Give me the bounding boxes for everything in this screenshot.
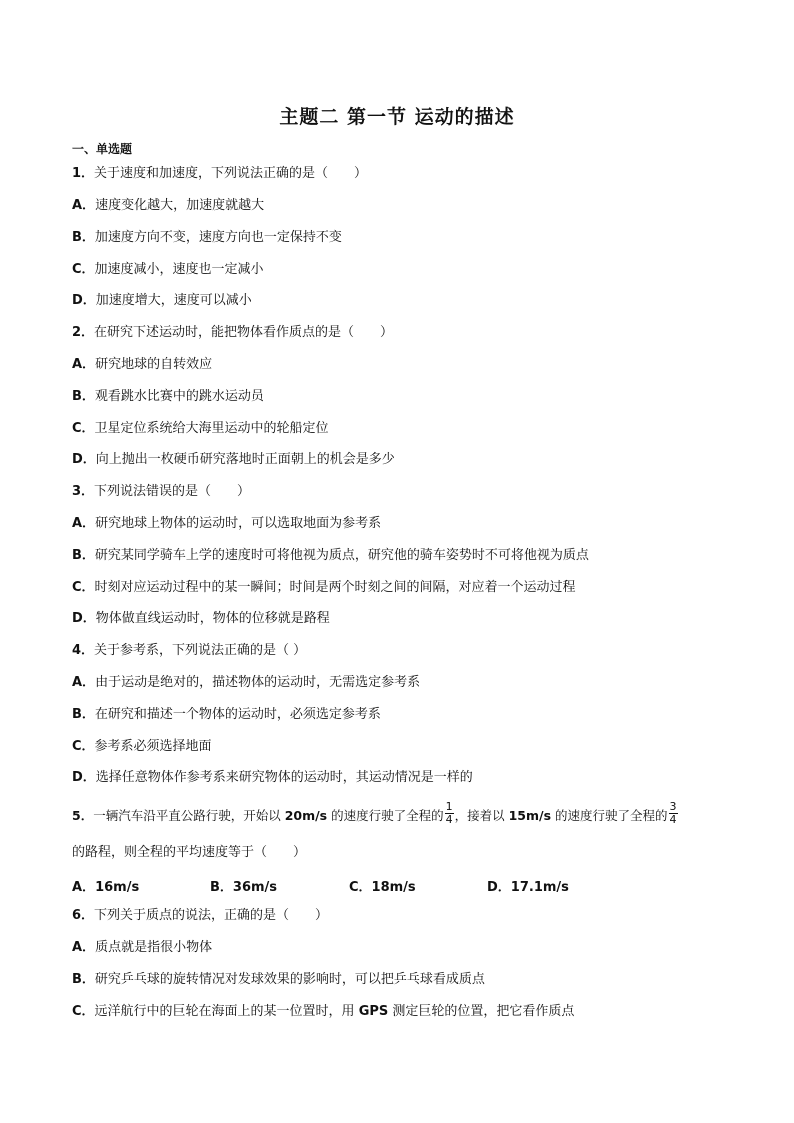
option-b (72, 388, 264, 406)
question-number: 5． (72, 808, 94, 823)
option-label: D． (72, 452, 96, 467)
question-text: 在研究下述运动时，能把物体看作质点的是（ ） (94, 325, 394, 340)
question-text: 的速度行驶了全程的 (327, 808, 444, 823)
option-b (72, 971, 485, 989)
question-text: 的速度行驶了全程的 (551, 808, 668, 823)
fraction (445, 801, 454, 826)
option-text: 由于运动是绝对的，描述物体的运动时，无需选定参考系 (95, 675, 421, 690)
option-label: B． (210, 880, 233, 895)
option-text: 加速度减小，速度也一定减小 (94, 262, 264, 277)
question-2-stem (72, 324, 393, 342)
option-label: A． (72, 357, 96, 372)
option-label: A． (72, 198, 96, 213)
section-heading: 一、单选题 (72, 142, 133, 156)
speed-value: 15m/s (508, 808, 552, 823)
question-1-stem (72, 165, 367, 183)
option-text: 向上抛出一枚硬币研究落地时正面朝上的机会是多少 (95, 452, 395, 467)
option-a (72, 939, 212, 957)
question-4-stem (72, 642, 306, 660)
option-label: B． (72, 707, 95, 722)
option-label: B． (72, 230, 95, 245)
option-c (72, 738, 212, 756)
question-text: 的路程，则全程的平均速度等于（ ） (72, 845, 307, 860)
question-text: ，接着以 (454, 808, 509, 823)
page-title: 主题二 第一节 运动的描述 (279, 106, 515, 128)
option-text: 加速度增大，速度可以减小 (95, 293, 252, 308)
fraction-numerator: 3 (669, 800, 677, 813)
option-label: B． (72, 548, 95, 563)
option-d (72, 610, 330, 628)
option-d (72, 769, 473, 787)
option-text: 研究某同学骑车上学的速度时可将他视为质点，研究他的骑车姿势时不可将他视为质点 (94, 548, 589, 563)
gps-term: GPS (358, 1004, 389, 1019)
option-text: 研究地球的自转效应 (95, 357, 213, 372)
option-text: 17.1m/s (510, 880, 569, 895)
option-label: A． (72, 880, 96, 895)
option-text: 在研究和描述一个物体的运动时，必须选定参考系 (94, 707, 381, 722)
option-text: 观看跳水比赛中的跳水运动员 (94, 389, 264, 404)
option-c (349, 876, 416, 895)
option-text: 加速度方向不变，速度方向也一定保持不变 (94, 230, 342, 245)
fraction-denominator: 4 (445, 813, 453, 826)
question-number: 1． (72, 166, 95, 181)
question-text: 关于速度和加速度，下列说法正确的是（ ） (94, 166, 368, 181)
option-c (72, 261, 264, 279)
option-d (72, 292, 252, 310)
option-d (487, 876, 569, 895)
question-number: 3． (72, 484, 95, 499)
option-label: C． (72, 1004, 95, 1019)
option-c (72, 579, 576, 597)
option-label: C． (72, 262, 95, 277)
question-number: 2． (72, 325, 95, 340)
option-b (72, 229, 342, 247)
option-text: 物体做直线运动时，物体的位移就是路程 (95, 611, 330, 626)
question-number: 6． (72, 908, 95, 923)
question-text: 下列关于质点的说法，正确的是（ ） (94, 908, 329, 923)
fraction-numerator: 1 (445, 800, 453, 813)
question-text: 一辆汽车沿平直公路行驶，开始以 (93, 808, 285, 823)
option-b (210, 876, 277, 895)
option-text: 远洋航行中的巨轮在海面上的某一位置时，用 (94, 1004, 359, 1019)
option-text: 选择任意物体作参考系来研究物体的运动时，其运动情况是一样的 (95, 770, 473, 785)
option-b (72, 706, 381, 724)
option-label: D． (72, 770, 96, 785)
option-label: D． (72, 611, 96, 626)
option-label: B． (72, 389, 95, 404)
option-a (72, 876, 139, 895)
option-text: 18m/s (371, 880, 416, 895)
question-text: 下列说法错误的是（ ） (94, 484, 251, 499)
option-label: A． (72, 516, 96, 531)
option-label: D． (72, 293, 96, 308)
option-label: D． (487, 880, 511, 895)
option-text: 研究地球上物体的运动时，可以选取地面为参考系 (95, 516, 382, 531)
option-label: A． (72, 940, 96, 955)
option-a (72, 674, 420, 692)
option-b (72, 547, 589, 565)
fraction (669, 801, 678, 826)
option-a (72, 515, 381, 533)
option-label: C． (349, 880, 372, 895)
option-label: C． (72, 421, 95, 436)
option-c (72, 1003, 574, 1021)
option-text: 36m/s (232, 880, 278, 895)
option-label: B． (72, 972, 95, 987)
option-c (72, 420, 329, 438)
option-a (72, 356, 212, 374)
question-text: 关于参考系，下列说法正确的是（ ） (94, 643, 307, 658)
option-text: 16m/s (95, 880, 140, 895)
fraction-denominator: 4 (669, 813, 677, 826)
question-number: 4． (72, 643, 95, 658)
question-6-stem (72, 907, 328, 925)
question-5-stem (72, 800, 679, 829)
option-text: 测定巨轮的位置，把它看作质点 (388, 1004, 575, 1019)
option-label: C． (72, 580, 95, 595)
option-text: 速度变化越大，加速度就越大 (95, 198, 265, 213)
speed-value: 20m/s (284, 808, 328, 823)
option-text: 时刻对应运动过程中的某一瞬间；时间是两个时刻之间的间隔，对应着一个运动过程 (94, 580, 576, 595)
option-label: C． (72, 739, 95, 754)
question-5-stem-line2 (72, 844, 306, 862)
option-text: 卫星定位系统给大海里运动中的轮船定位 (94, 421, 329, 436)
option-a (72, 197, 264, 215)
option-text: 参考系必须选择地面 (94, 739, 212, 754)
question-3-stem (72, 483, 250, 501)
option-d (72, 451, 395, 469)
option-label: A． (72, 675, 96, 690)
option-text: 质点就是指很小物体 (95, 940, 213, 955)
option-text: 研究乒乓球的旋转情况对发球效果的影响时，可以把乒乓球看成质点 (94, 972, 485, 987)
